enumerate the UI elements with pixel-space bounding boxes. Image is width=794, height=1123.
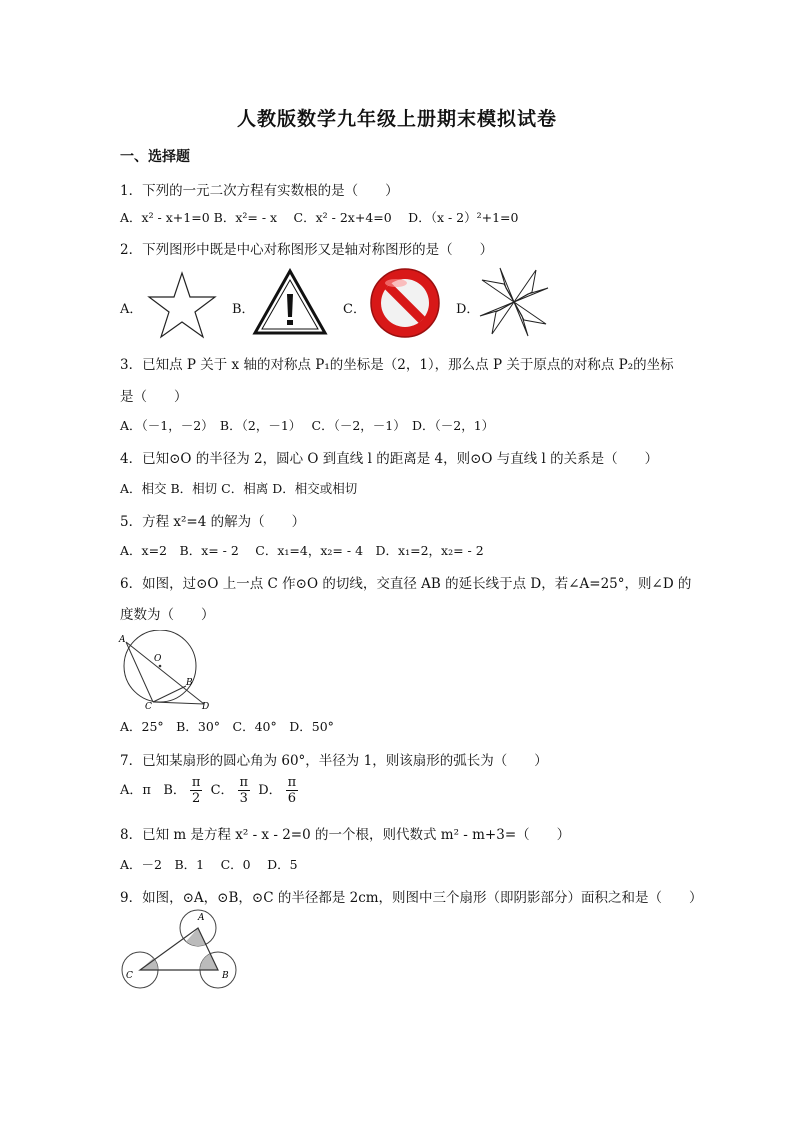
q2-option-d-label: D． bbox=[456, 302, 480, 317]
diagram-label-d: D bbox=[202, 702, 210, 710]
diagram-label-c: C bbox=[126, 971, 133, 981]
question-6-options: A．25° B．30° C．40° D．50° bbox=[120, 719, 334, 734]
question-7-stem: 7．已知某扇形的圆心角为 60°，半径为 1，则该扇形的弧长为（ ） bbox=[120, 753, 548, 769]
question-8-options: A．－2 B．1 C．0 D．5 bbox=[120, 857, 298, 872]
diagram-label-a: A bbox=[119, 635, 126, 645]
q2-option-a-label: A． bbox=[120, 302, 143, 317]
question-3-options: A．（－1，－2） B．（2，－1） C．（－2，－1） D．（－2，1） bbox=[120, 418, 495, 433]
diagram-label-b: B bbox=[186, 678, 193, 688]
question-2-stem: 2．下列图形中既是中心对称图形又是轴对称图形的是（ ） bbox=[120, 242, 494, 258]
question-1-options: A．x² ‐ x+1=0 B．x²= ‐ x C．x² ‐ 2x+4=0 D．（x ‐ 2）²+1=0 bbox=[120, 210, 519, 225]
question-7-options bbox=[120, 775, 302, 806]
warning-triangle-icon bbox=[252, 268, 328, 336]
q2-option-c-label: C． bbox=[343, 302, 366, 317]
q7-fraction-c: $\frac{\pi}{3}$ bbox=[239, 775, 249, 806]
question-6-stem-line1: 6．如图，过⊙O 上一点 C 作⊙O 的切线，交直径 AB 的延长线于点 D，若∠A=25°，则∠D 的 bbox=[120, 576, 692, 592]
question-8-stem: 8．已知 m 是方程 x² ‐ x ‐ 2=0 的一个根，则代数式 m² ‐ m+3=（ ） bbox=[120, 827, 571, 843]
question-5-options: A．x=2 B．x= ‐ 2 C．x₁=4，x₂= ‐ 4 D．x₁=2，x₂= ‐ 2 bbox=[120, 543, 484, 558]
diagram-label-b: B bbox=[222, 971, 229, 981]
q7-option-b-label: B． bbox=[163, 783, 186, 798]
star-icon bbox=[147, 270, 217, 340]
question-4-stem: 4．已知⊙O 的半径为 2，圆心 O 到直线 l 的距离是 4，则⊙O 与直线 l 的关系是（ ） bbox=[120, 451, 659, 467]
diagram-label-a: A bbox=[198, 913, 205, 923]
q2-option-b-label: B． bbox=[232, 302, 255, 317]
three-circles-diagram bbox=[118, 908, 244, 994]
q7-option-d-label: D． bbox=[258, 783, 282, 798]
q7-option-a: A．π bbox=[120, 783, 151, 798]
question-1-stem: 1．下列的一元二次方程有实数根的是（ ） bbox=[120, 183, 399, 199]
question-3-stem-line1: 3．已知点 P 关于 x 轴的对称点 P₁的坐标是（2，1），那么点 P 关于原点的对称点 P₂的坐标 bbox=[120, 357, 674, 373]
question-9-stem: 9．如图，⊙A，⊙B，⊙C 的半径都是 2cm，则图中三个扇形（即阴影部分）面积之和是（ ） bbox=[120, 890, 703, 906]
no-entry-sign-icon bbox=[369, 267, 441, 339]
circle-tangent-diagram bbox=[116, 630, 216, 710]
diagram-label-o: O bbox=[154, 654, 162, 664]
question-3-stem-line2: 是（ ） bbox=[120, 389, 188, 405]
pinwheel-icon bbox=[476, 264, 552, 340]
q7-option-c-label: C． bbox=[210, 783, 234, 798]
diagram-label-c: C bbox=[145, 702, 152, 710]
question-5-stem: 5．方程 x²=4 的解为（ ） bbox=[120, 514, 306, 530]
q7-fraction-d: $\frac{\pi}{6}$ bbox=[287, 775, 297, 806]
question-4-options: A．相交 B．相切 C．相离 D．相交或相切 bbox=[120, 481, 358, 496]
page-title: 人教版数学九年级上册期末模拟试卷 bbox=[236, 108, 557, 130]
section-heading: 一、选择题 bbox=[120, 149, 190, 165]
question-6-stem-line2: 度数为（ ） bbox=[120, 607, 215, 623]
q7-fraction-b: $\frac{\pi}{2}$ bbox=[191, 775, 201, 806]
